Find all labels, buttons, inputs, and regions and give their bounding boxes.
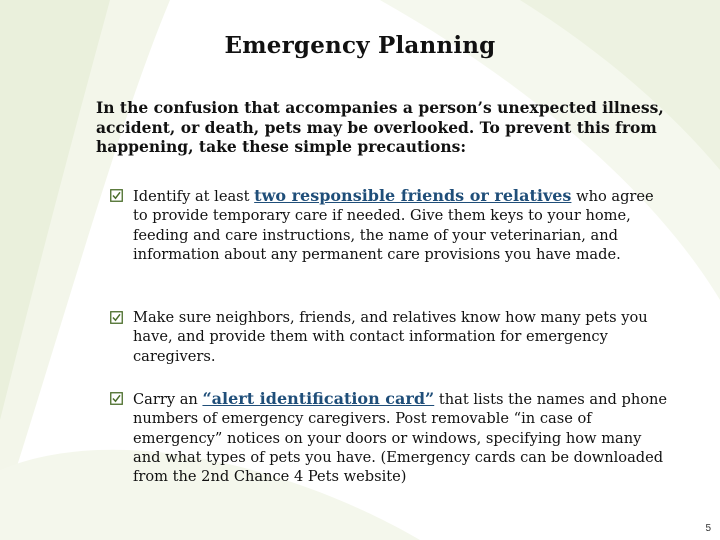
bullet-item (110, 308, 670, 366)
page-number: 5 (705, 523, 711, 534)
intro-paragraph: In the confusion that accompanies a person’s unexpected illness, accident, or death, pets may be overlooked. To prevent this from happening, take these simple precautions: (96, 98, 664, 156)
bullet-text (133, 389, 670, 486)
alert-identification-card-link[interactable]: “alert identification card” (202, 389, 435, 408)
slide-title: Emergency Planning (224, 32, 496, 59)
bullet-text: Make sure neighbors, friends, and relatives know how many pets you have, and provide them with contact information for emergency caregivers. (133, 309, 648, 365)
bullet-text-before: Carry an (133, 391, 203, 408)
responsible-friends-link[interactable]: two responsible friends or relatives (254, 186, 572, 205)
bullet-text-before: Identify at least (133, 188, 255, 205)
bullet-text (133, 186, 670, 264)
checkbox-icon (110, 311, 123, 324)
bullet-item (110, 389, 670, 486)
bullet-text-after: who agree to provide temporary care if needed. Give them keys to your home, feeding and care instructions, the name of your veterinarian, and information about any permanent care provisions you have made. (133, 188, 654, 263)
bullet-item (110, 186, 670, 264)
checkbox-icon (110, 189, 123, 202)
bullet-text-after: that lists the names and phone numbers of emergency caregivers. Post removable “in case of emergency” notices on your doors or windows, specifying how many and what types of pets you have. (Emergency cards can be downloaded from the 2nd Chance 4 Pets website) (133, 391, 668, 486)
checkbox-icon (110, 392, 123, 405)
